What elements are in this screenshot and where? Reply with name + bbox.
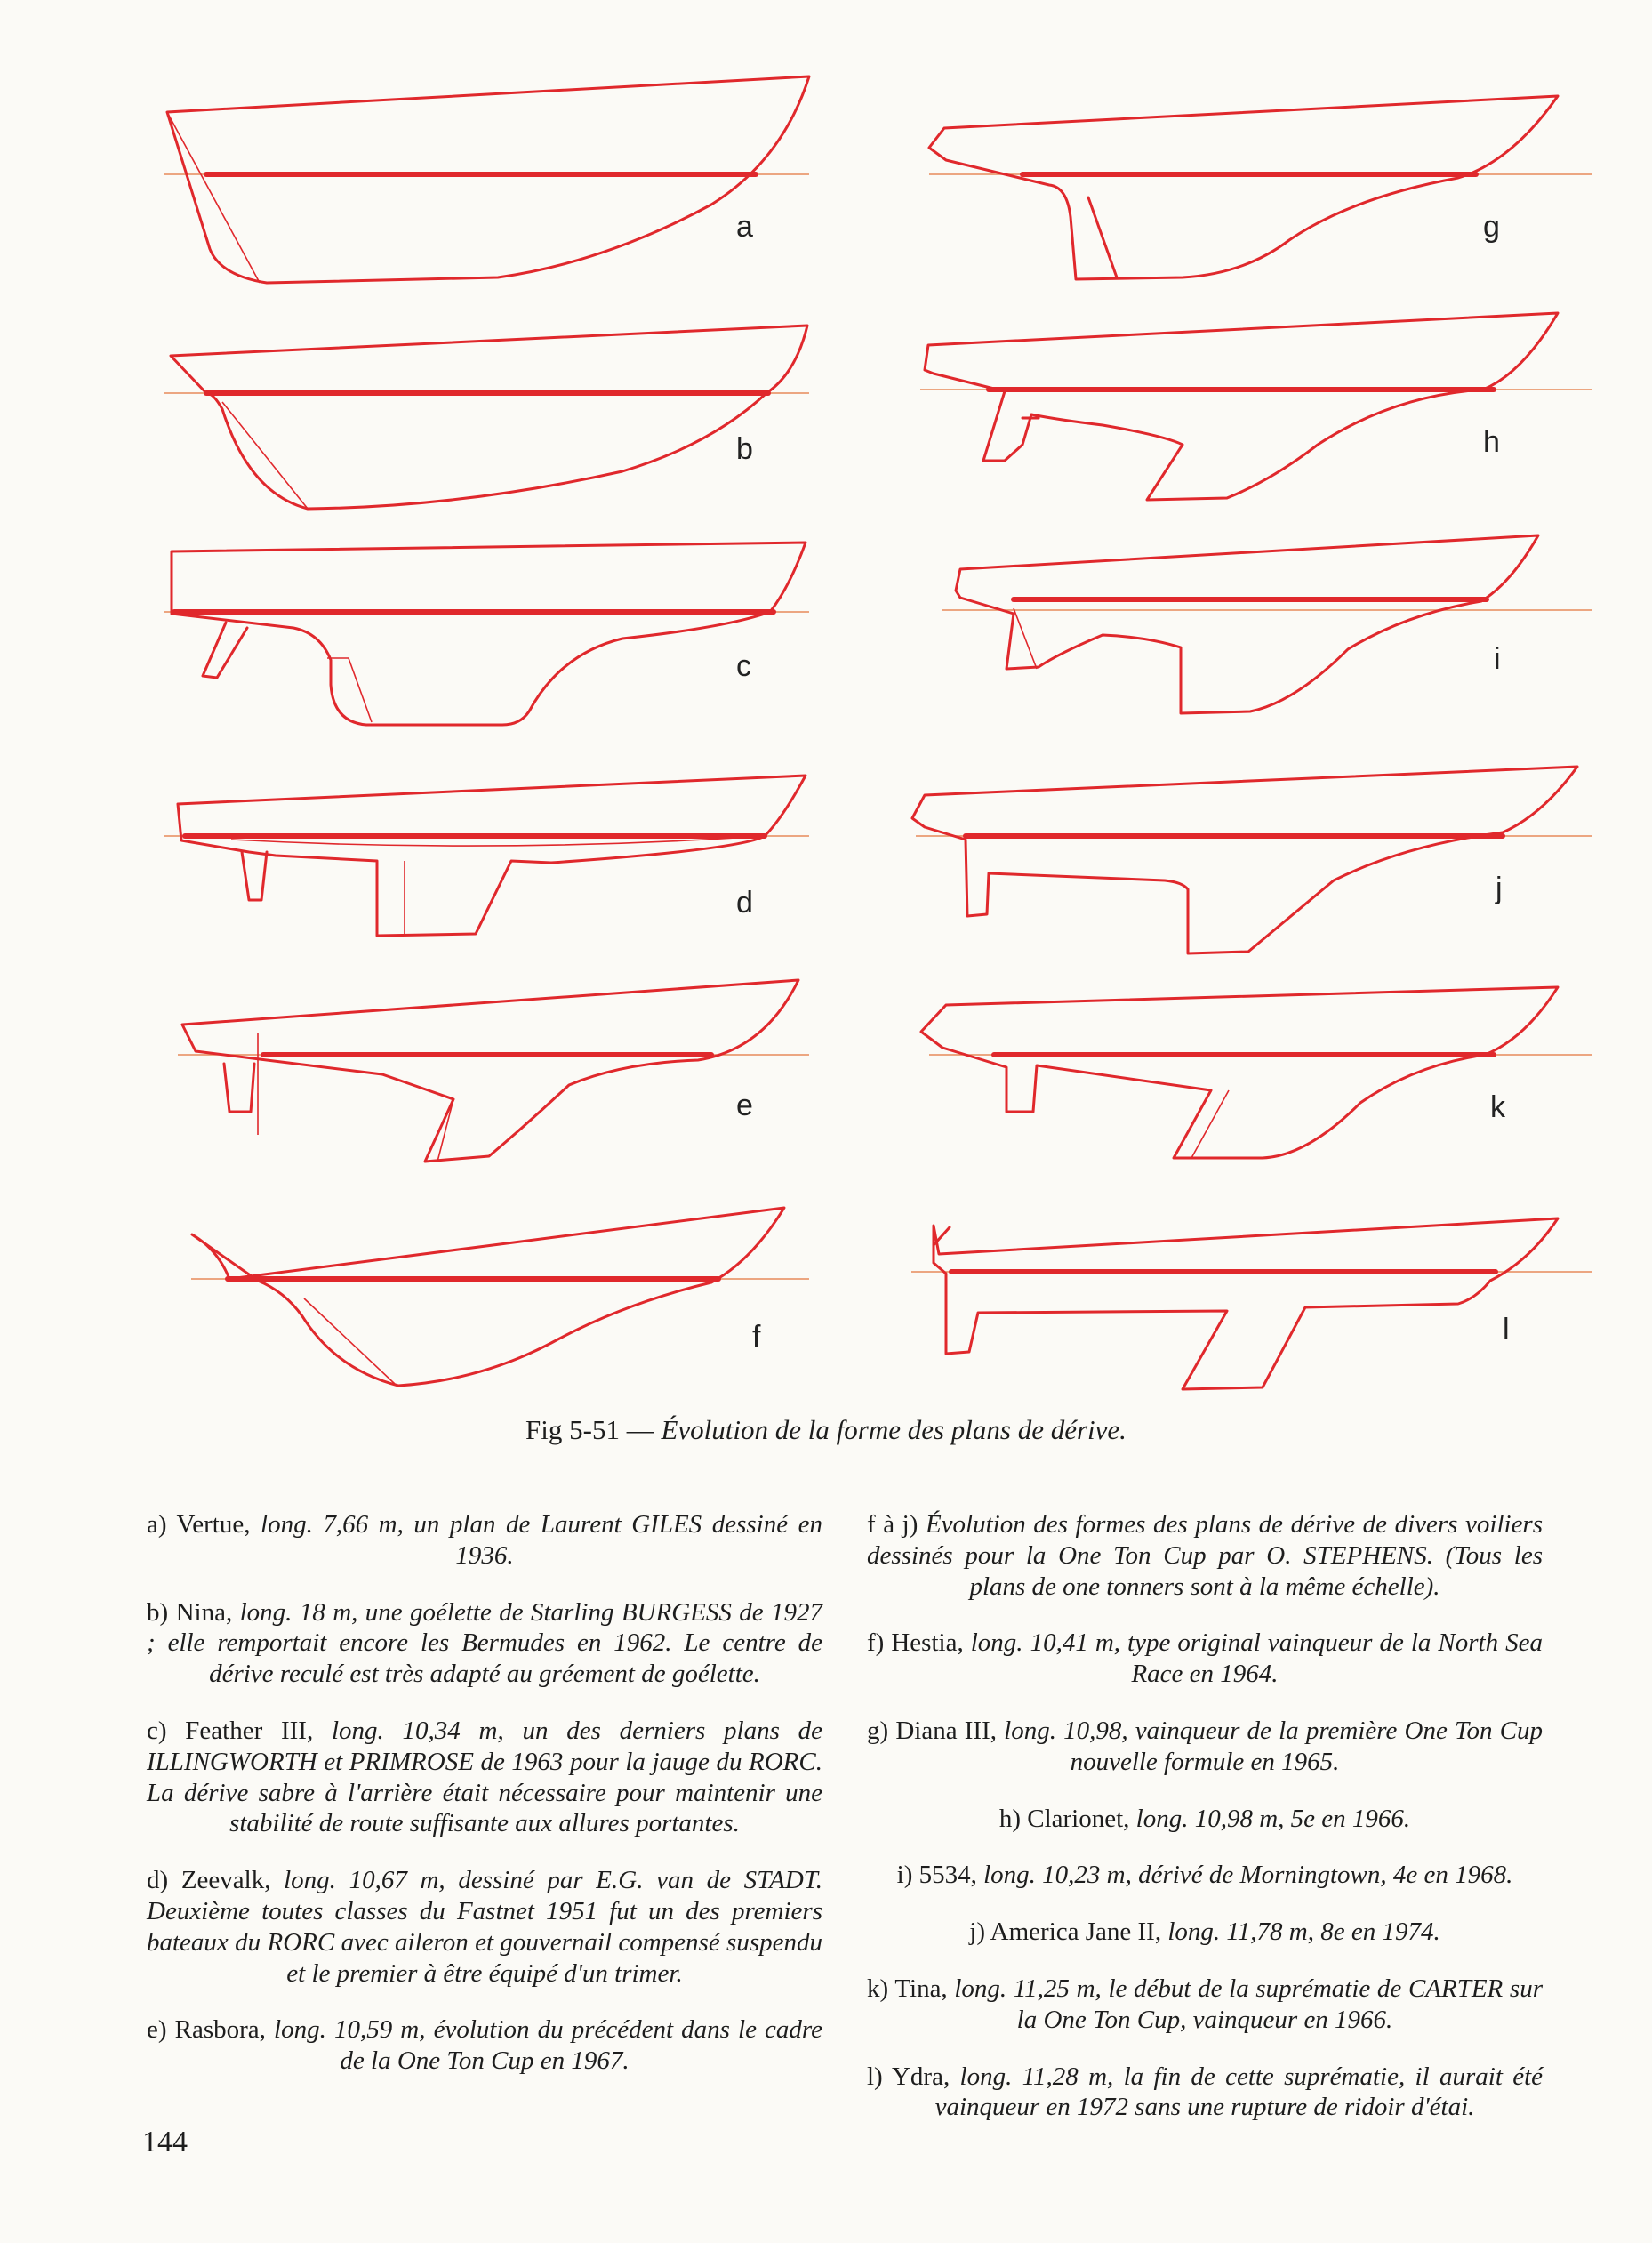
hull-profile-k [921, 987, 1592, 1158]
hull-profile-j [912, 767, 1592, 953]
entry-g: g) Diana III, long. 10,98, vainqueur de la première One Ton Cup nouvelle formule en 1965. [867, 1716, 1543, 1776]
hull-profile-i [942, 535, 1592, 713]
hull-profile-h [920, 313, 1592, 500]
entry-i: i) 5534, long. 10,23 m, dérivé de Morningtown, 4e en 1968. [896, 1861, 1513, 1890]
figure-letter: g [1483, 210, 1500, 244]
figure-letter: f [752, 1320, 761, 1354]
hull-profile-a [164, 76, 809, 283]
entry-k: k) Tina, long. 11,25 m, le début de la suprématie de CARTER sur la One Ton Cup, vainqueur en 1966. [867, 1974, 1544, 2034]
hull-profile-g [929, 96, 1592, 279]
figure-letter: b [736, 432, 753, 466]
entry-l: l) Ydra, long. 11,28 m, la fin de cette suprématie, il aurait été vainqueur en 1972 sans une rupture de ridoir d'étai. [867, 2062, 1544, 2122]
entry-b: b) Nina, long. 18 m, une goélette de Starling BURGESS de 1927 ; elle remportait encore les Bermudes en 1962. Le centre de dérive reculé est très adapté au gréement de goélette. [147, 1597, 823, 1689]
figure-letter: k [1490, 1090, 1505, 1124]
caption-title: Évolution de la forme des plans de dérive. [661, 1414, 1127, 1445]
hull-profile-b [164, 326, 809, 509]
hull-profile-d [164, 776, 809, 936]
caption-prefix: Fig 5-51 — [525, 1414, 662, 1445]
hull-profile-f [191, 1208, 809, 1386]
hull-profile-l [911, 1218, 1592, 1389]
figure-letter: j [1496, 872, 1503, 905]
entry-c: c) Feather III, long. 10,34 m, un des derniers plans de ILLINGWORTH et PRIMROSE de 1963 pour la jauge du RORC. La dérive sabre à l'arrière était nécessaire pour maintenir une stabilité de route suffisante aux allures portantes. [147, 1716, 822, 1838]
figure-letter: a [736, 210, 753, 244]
entry-j: j) America Jane II, long. 11,78 m, 8e en 1974. [969, 1917, 1440, 1947]
entry-h: h) Clarionet, long. 10,98 m, 5e en 1966. [998, 1804, 1411, 1833]
figure-letter: l [1503, 1313, 1510, 1347]
figure-letter: i [1494, 642, 1501, 676]
entry-f-to-j: f à j) Évolution des formes des plans de dérive de divers voiliers dessinés pour la One Ton Cup par O. STEPHENS. (Tous les plans de one tonners sont à la même échelle). [867, 1510, 1544, 1601]
figure-letter: d [736, 886, 753, 920]
entry-d: d) Zeevalk, long. 10,67 m, dessiné par E.G. van de STADT. Deuxième toutes classes du Fastnet 1951 fut un des premiers bateaux du RORC avec aileron et gouvernail compensé suspendu et le premier à être équipé d'un trimer. [147, 1866, 823, 1988]
hull-profile-c [164, 543, 809, 725]
hull-profile-e [178, 980, 809, 1162]
left-column [147, 1483, 822, 2089]
right-column [867, 1483, 1543, 2135]
figure-letter: c [736, 649, 751, 683]
figure-letter: e [736, 1089, 753, 1122]
figure-caption [0, 1414, 1652, 1446]
entry-e: e) Rasbora, long. 10,59 m, évolution du précédent dans le cadre de la One Ton Cup en 1967. [147, 2015, 823, 2076]
entry-f: f) Hestia, long. 10,41 m, type original vainqueur de la North Sea Race en 1964. [867, 1628, 1544, 1689]
page-number: 144 [142, 2126, 188, 2159]
figure-letter: h [1483, 425, 1500, 459]
entry-a: a) Vertue, long. 7,66 m, un plan de Laurent GILES dessiné en 1936. [147, 1510, 822, 1570]
